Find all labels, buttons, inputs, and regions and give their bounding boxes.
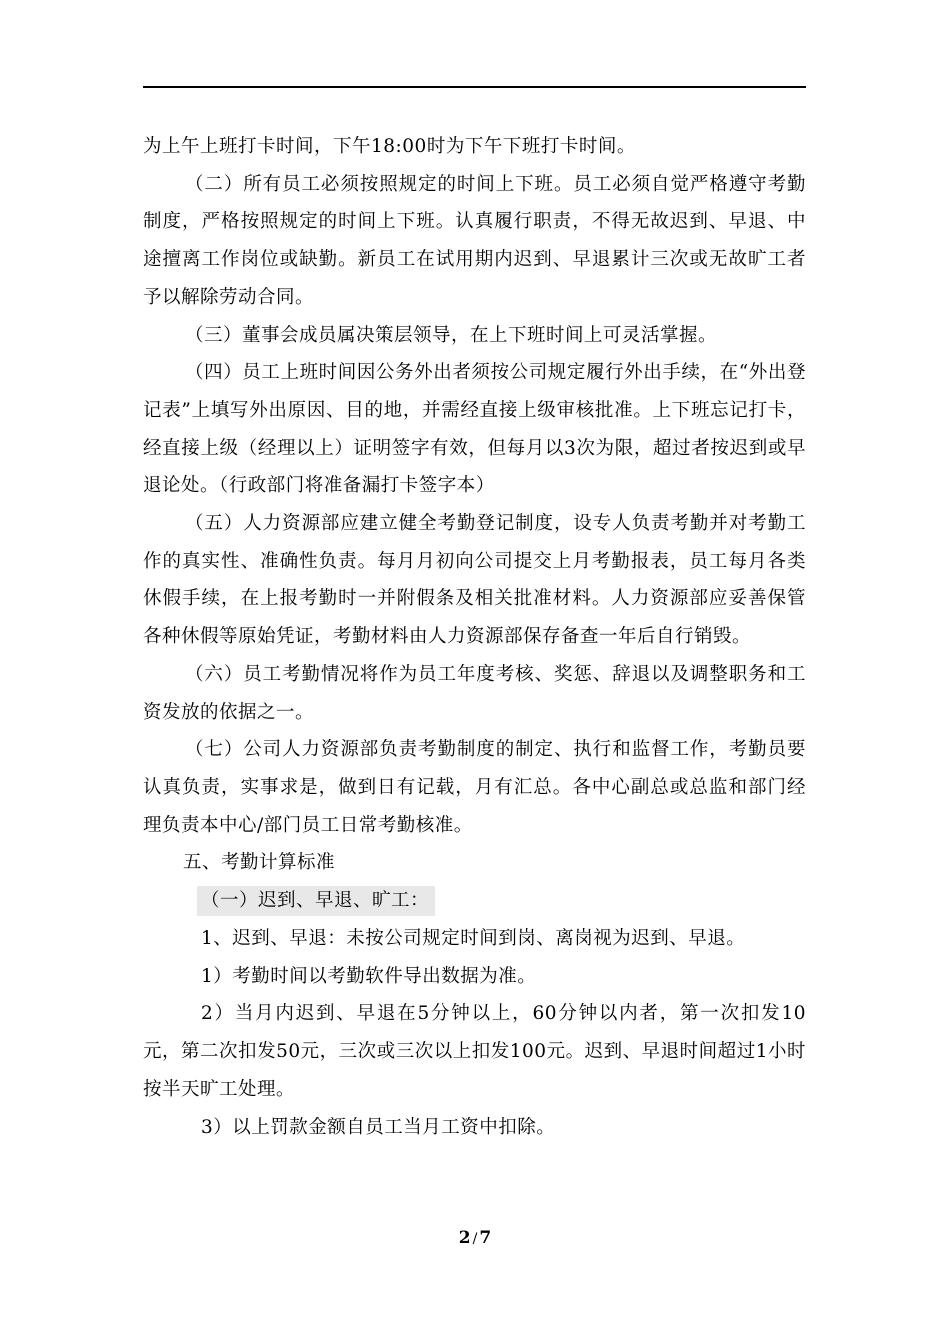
- rule-subitem-3: 3）以上罚款金额自员工当月工资中扣除。: [201, 1116, 556, 1138]
- paragraph-item-7: （七）公司人力资源部负责考勤制度的制定、执行和监督工作，考勤员要认真负责，实事求是，做到日有记载，月有汇总。各中心副总或总监和部门经理负责本中心/部门员工日常考勤核准。: [143, 739, 806, 836]
- paragraph-item-6: （六）员工考勤情况将作为员工年度考核、奖惩、辞退以及调整职务和工资发放的依据之一。: [143, 663, 806, 723]
- paragraph-item-5: （五）人力资源部应建立健全考勤登记制度，设专人负责考勤并对考勤工作的真实性、准确性负责。每月月初向公司提交上月考勤报表，员工每月各类休假手续，在上报考勤时一并附假条及相关批准材料。人力资源部应妥善保管各种休假等原始凭证，考勤材料由人力资源部保存备查一年后自行销毁。: [143, 513, 806, 648]
- page-current: 2: [458, 1228, 471, 1248]
- section-heading: 五、考勤计算标准: [183, 852, 336, 874]
- page-separator: /: [472, 1231, 478, 1247]
- page-number: [0, 1228, 950, 1248]
- paragraph-item-4: （四）员工上班时间因公务外出者须按公司规定履行外出手续，在“外出登记表”上填写外出原因、目的地，并需经直接上级审核批准。上下班忘记打卡，经直接上级（经理以上）证明签字有效，但每月以3次为限，超过者按迟到或早退论处。（行政部门将准备漏打卡签字本）: [143, 362, 806, 497]
- page-total: 7: [479, 1228, 492, 1248]
- subsection-heading-highlighted: （一）迟到、早退、旷工：: [197, 886, 435, 916]
- rule-subitem-1: 1）考勤时间以考勤软件导出数据为准。: [201, 965, 537, 987]
- paragraph-item-3: （三）董事会成员属决策层领导，在上下班时间上可灵活掌握。: [185, 324, 718, 346]
- document-body: [143, 128, 806, 1146]
- rule-item-1: 1、迟到、早退：未按公司规定时间到岗、离岗视为迟到、早退。: [201, 928, 746, 950]
- rule-subitem-2: 2）当月内迟到、早退在5分钟以上，60分钟以内者，第一次扣发10元，第二次扣发50元，三次或三次以上扣发100元。迟到、早退时间超过1小时按半天旷工处理。: [143, 1003, 806, 1100]
- paragraph-continued: 为上午上班打卡时间，下午18:00时为下午下班打卡时间。: [143, 136, 636, 157]
- header-rule: [143, 86, 806, 88]
- paragraph-item-2: （二）所有员工必须按照规定的时间上下班。员工必须自觉严格遵守考勤制度，严格按照规定的时间上下班。认真履行职责，不得无故迟到、早退、中途擅离工作岗位或缺勤。新员工在试用期内迟到、早退累计三次或无故旷工者予以解除劳动合同。: [143, 173, 806, 308]
